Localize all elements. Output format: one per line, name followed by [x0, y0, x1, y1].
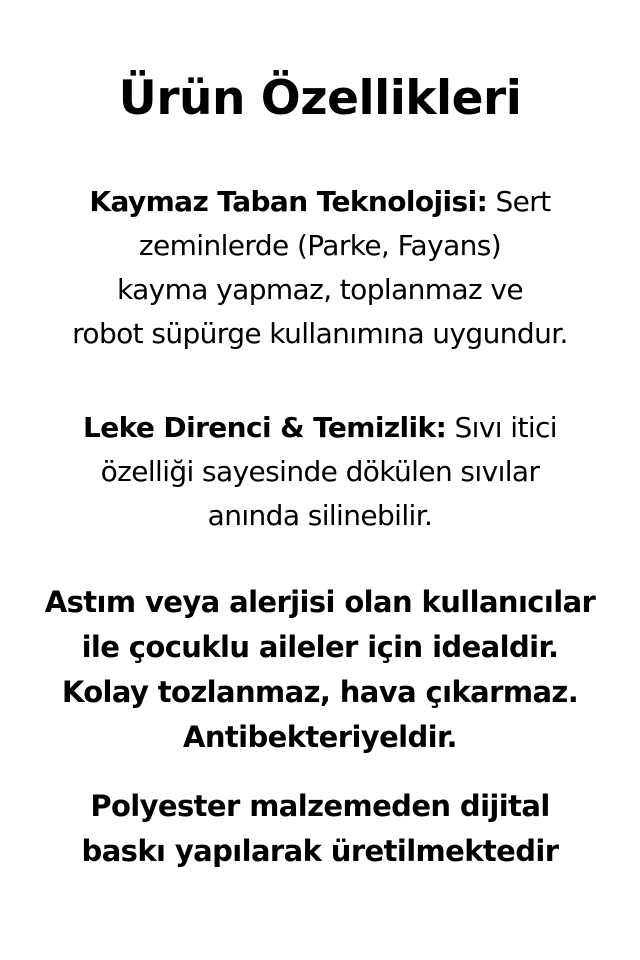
feature-non-slip-text-4: robot süpürge kullanımına uygundur.: [72, 317, 568, 350]
feature-non-slip-text-2: zeminlerde (Parke, Fayans): [138, 229, 502, 262]
feature-material-text-1: Polyester malzemeden dijital: [90, 789, 550, 823]
feature-material: [0, 784, 640, 874]
feature-stain-heading: Leke Direnci & Temizlik:: [82, 411, 447, 444]
feature-material-text-2: baskı yapılarak üretilmektedir: [81, 834, 559, 868]
feature-non-slip-text-1: Sert: [487, 185, 551, 218]
feature-non-slip-heading: Kaymaz Taban Teknolojisi:: [89, 185, 488, 218]
feature-stain-text-2: özelliği sayesinde dökülen sıvılar: [100, 455, 540, 488]
feature-non-slip: [0, 180, 640, 356]
feature-allergy-text-4: Antibekteriyeldir.: [183, 720, 457, 754]
feature-allergy: [0, 580, 640, 760]
feature-stain-resistance: [0, 406, 640, 538]
feature-stain-text-1: Sıvı itici: [446, 411, 557, 444]
feature-non-slip-text-3: kayma yapmaz, toplanmaz ve: [116, 273, 523, 306]
feature-non-slip-line-1: [0, 180, 640, 224]
feature-allergy-text-3: Kolay tozlanmaz, hava çıkarmaz.: [61, 675, 579, 709]
feature-allergy-text-1: Astım veya alerjisi olan kullanıcılar: [44, 585, 596, 619]
feature-allergy-text-2: ile çocuklu aileler için idealdir.: [81, 630, 559, 664]
feature-stain-text-3: anında silinebilir.: [207, 499, 433, 532]
feature-stain-line-1: [0, 406, 640, 450]
page-title: Ürün Özellikleri: [118, 71, 522, 126]
